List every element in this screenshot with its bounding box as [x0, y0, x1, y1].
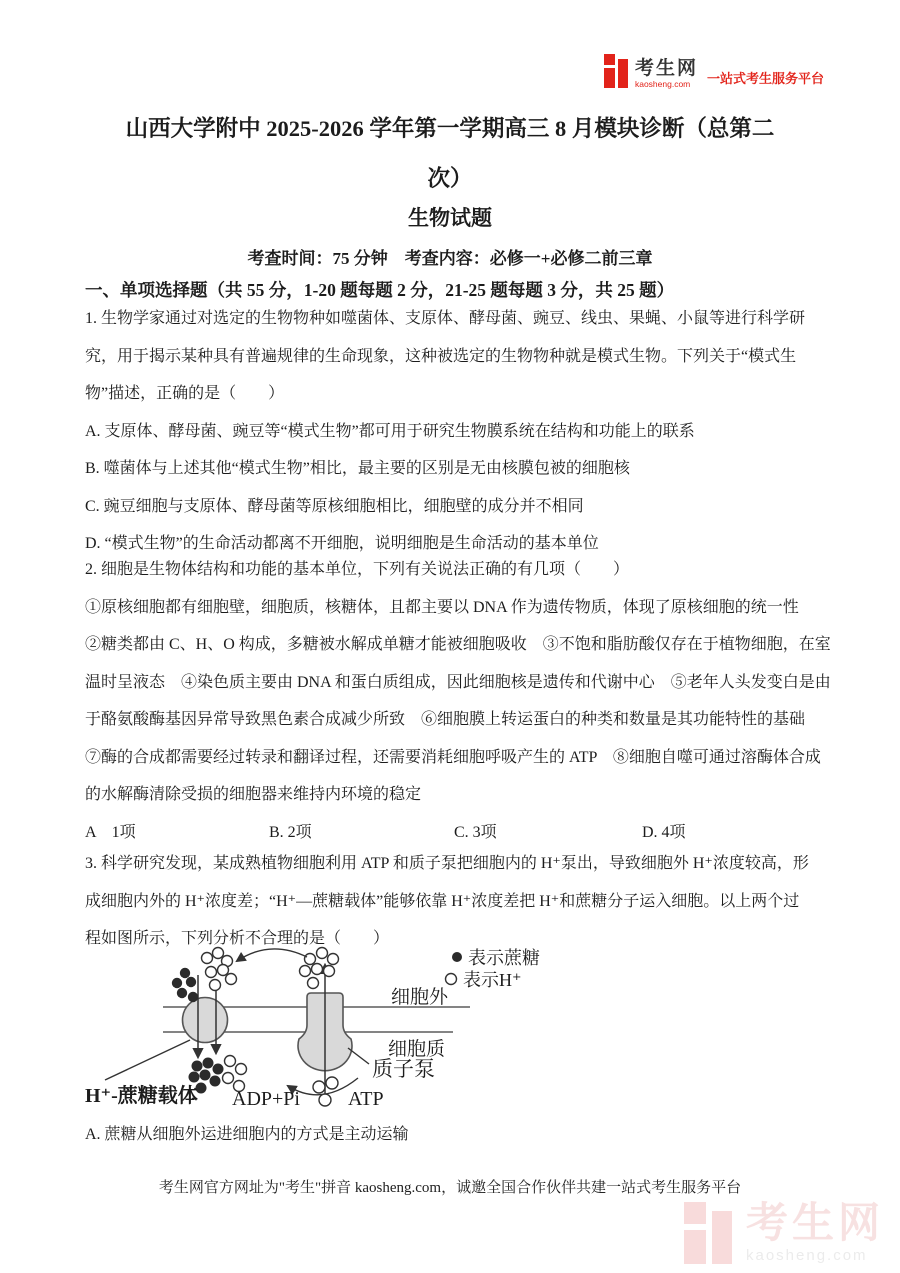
- option-c: C. 3项: [454, 823, 497, 841]
- label-cytoplasm: 细胞质: [388, 1039, 446, 1060]
- option-b: B. 2项: [269, 823, 312, 841]
- question-line: 3. 科学研究发现，某成熟植物细胞利用 ATP 和质子泵把细胞内的 H⁺泵出，导致细胞外 H⁺浓度较高，形: [85, 855, 809, 872]
- question-line: ⑦酶的合成都需要经过转录和翻译过程，还需要消耗细胞呼吸产生的 ATP ⑧细胞自噬可通过溶酶体合成: [85, 748, 821, 766]
- exam-title-line2: 次）: [427, 166, 473, 191]
- carrier-label-pointer: [105, 1040, 190, 1080]
- label-proton-pump: 质子泵: [372, 1057, 435, 1081]
- legend-h-icon: [446, 974, 457, 985]
- sucrose-dots-outside: [172, 968, 198, 1002]
- exam-title: [85, 104, 815, 204]
- diagram-svg: [85, 945, 585, 1121]
- question-line: 2. 细胞是生物体结构和功能的基本单位，下列有关说法正确的有几项（ ）: [85, 561, 630, 578]
- h-ion-circles-inside: [223, 1056, 247, 1092]
- option-a: A 1项: [85, 823, 136, 841]
- sucrose-carrier-circle: [183, 998, 228, 1043]
- membrane-transport-diagram: [85, 945, 585, 1121]
- section-heading: 一、单项选择题（共 55 分，1-20 题每题 2 分，21-25 题每题 3 分，共 25 题）: [85, 280, 675, 300]
- pump-label-pointer: [348, 1048, 369, 1064]
- option-a: A. 蔗糖从细胞外运进细胞内的方式是主动运输: [85, 1126, 409, 1143]
- option-d: D. “模式生物”的生命活动都离不开细胞，说明细胞是生命活动的基本单位: [85, 535, 599, 552]
- question-line: 于酪氨酸酶基因异常导致黑色素合成减少所致 ⑥细胞膜上转运蛋白的种类和数量是其功能特性的基础: [85, 711, 806, 728]
- logo-domain-text: kaosheng.com: [634, 78, 691, 89]
- question-2: [85, 551, 831, 851]
- kaosheng-logo: [604, 54, 824, 88]
- label-outside-cell: 细胞外: [391, 987, 449, 1008]
- label-atp: ATP: [348, 1088, 384, 1110]
- option-b: B. 噬菌体与上述其他“模式生物”相比，最主要的区别是无由核膜包被的细胞核: [85, 460, 630, 477]
- question-1: [85, 300, 815, 563]
- question-line: ①原核细胞都有细胞壁，细胞质，核糖体，且都主要以 DNA 作为遗传物质，体现了原核细胞的统一性: [85, 598, 799, 616]
- subject-title: 生物试题: [408, 206, 492, 230]
- question-line: 程如图所示，下列分析不合理的是（ ）: [85, 930, 390, 947]
- question-line: 温时呈液态 ④染色质主要由 DNA 和蛋白质组成，因此细胞核是遗传和代谢中心 ⑤老年人头发变白是由: [85, 673, 831, 691]
- option-a: A. 支原体、酵母菌、豌豆等“模式生物”都可用于研究生物膜系统在结构和功能上的联系: [85, 422, 695, 440]
- option-d: D. 4项: [642, 823, 686, 841]
- watermark-domain-text: kaosheng.com: [745, 1247, 868, 1264]
- h-ion-circles-outside-left: [202, 948, 237, 991]
- legend-sucrose-label: 表示蔗糖: [468, 948, 540, 968]
- h-ion-circles-outside-right: [300, 948, 339, 989]
- footer-text: 考生网官方网址为"考生"拼音 kaosheng.com，诚邀全国合作伙伴共建一站式考生服务平台: [158, 1180, 742, 1196]
- label-adp-pi: ADP+Pi: [232, 1088, 300, 1110]
- logo-tagline: 一站式考生服务平台: [706, 71, 824, 86]
- question-line: 的水解酶清除受损的细胞器来维持内环境的稳定: [85, 786, 422, 803]
- option-c: C. 豌豆细胞与支原体、酵母菌等原核细胞相比，细胞壁的成分并不相同: [85, 497, 584, 515]
- exam-title-line1: 山西大学附中 2025-2026 学年第一学期高三 8 月模块诊断（总第二: [125, 116, 775, 141]
- label-sucrose-carrier: H⁺-蔗糖载体: [85, 1085, 198, 1107]
- logo-brand-text: 考生网: [634, 57, 698, 79]
- kaosheng-logo-icon: [604, 54, 630, 88]
- legend-sucrose-icon: [452, 952, 462, 962]
- question-line: 1. 生物学家通过对选定的生物物种如噬菌体、支原体、酵母菌、豌豆、线虫、果蝇、小鼠等进行科学研: [85, 310, 806, 327]
- watermark-brand-text: 考生网: [745, 1199, 884, 1246]
- question-line: 物”描述，正确的是（ ）: [85, 385, 285, 402]
- question-3: [85, 845, 815, 958]
- kaosheng-watermark-icon: [684, 1202, 736, 1264]
- exam-info-line: 考查时间：75 分钟 考查内容：必修一+必修二前三章: [247, 249, 653, 268]
- question-3-option-a: [85, 1116, 815, 1154]
- h-gradient-arrow: [237, 949, 307, 961]
- legend-h-label: 表示H⁺: [463, 970, 522, 990]
- question-line: ②糖类都由 C、H、O 构成，多糖被水解成单糖才能被细胞吸收 ③不饱和脂肪酸仅存在于植物细胞，在室: [85, 636, 831, 653]
- question-line: 成细胞内外的 H⁺浓度差；“H⁺—蔗糖载体”能够依靠 H⁺浓度差把 H⁺和蔗糖分子运入细胞。以上两个过: [85, 892, 800, 910]
- question-line: 究，用于揭示某种具有普遍规律的生命现象，这种被选定的生物物种就是模式生物。下列关于“模式生: [85, 347, 797, 365]
- kaosheng-watermark: [684, 1199, 884, 1264]
